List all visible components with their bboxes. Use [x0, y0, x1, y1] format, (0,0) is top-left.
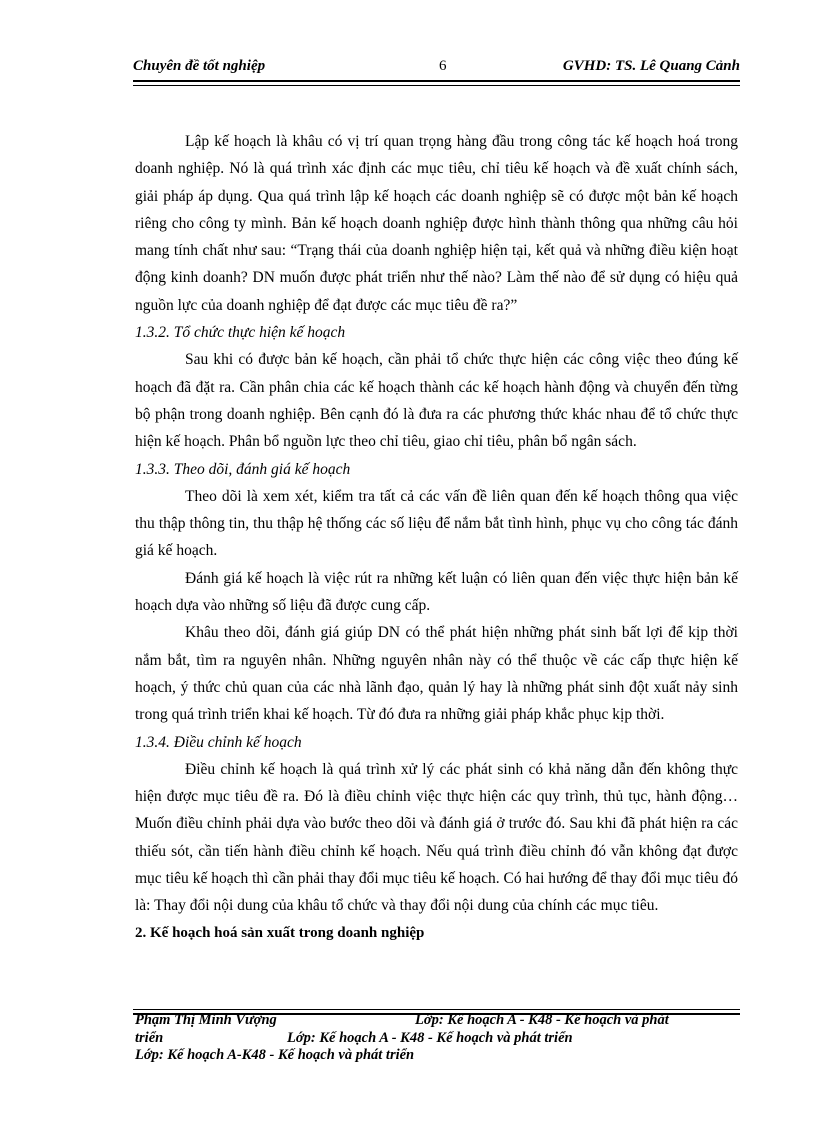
page-footer — [135, 1012, 738, 1065]
footer-class-1: Lớp: Kế hoạch A - K48 - Kế hoạch và phát — [415, 1012, 669, 1028]
paragraph-adjustment: Điều chỉnh kế hoạch là quá trình xử lý các phát sinh có khả năng dẫn đến không thực hiện được mục tiêu đề ra. Đó là điều chỉnh việc thực hiện các quy trình, thủ tục, hành động…Muốn điều chỉnh phải dựa vào bước theo dõi và đánh giá ở trước đó. Sau khi đã phát hiện ra các thiếu sót, cần tiến hành điều chỉnh kế hoạch. Nếu quá trình điều chỉnh đó vẫn không đạt được mục tiêu kế hoạch thì cần phải thay đổi mục tiêu kế hoạch. Có hai hướng để thay đổi mục tiêu đó là: Thay đổi nội dung của khâu tổ chức và thay đổi nội dung của chính các mục tiêu. — [135, 760, 738, 915]
paragraph-monitoring: Theo dõi là xem xét, kiểm tra tất cả các vấn đề liên quan đến kế hoạch thông qua việc thu thập thông tin, thu thập hệ thống các số liệu để nắm bắt tình hình, phục vụ cho công tác đánh giá kế hoạch. — [135, 487, 738, 560]
section-heading-1-3-2: 1.3.2. Tổ chức thực hiện kế hoạch — [135, 324, 346, 342]
header-title: Chuyên đề tốt nghiệp — [133, 58, 266, 74]
document-body — [135, 128, 738, 947]
paragraph-implementation: Sau khi có được bản kế hoạch, cần phải tổ chức thực hiện các công việc theo đúng kế hoạch đã đặt ra. Cần phân chia các kế hoạch thành các kế hoạch hành động và chuyển đến từng bộ phận trong doanh nghiệp. Bên cạnh đó là đưa ra các phương thức khác nhau để tổ chức thực hiện kế hoạch. Phân bổ nguồn lực theo chỉ tiêu, giao chỉ tiêu, phân bổ ngân sách. — [135, 351, 738, 451]
paragraph-evaluation: Đánh giá kế hoạch là việc rút ra những kết luận có liên quan đến việc thực hiện bản kế hoạch dựa vào những số liệu đã được cung cấp. — [135, 569, 738, 615]
header-rule — [133, 80, 740, 86]
header-supervisor: GVHD: TS. Lê Quang Cảnh — [562, 58, 740, 74]
section-heading-1-3-3: 1.3.3. Theo dõi, đánh giá kế hoạch — [135, 460, 351, 478]
paragraph-monitoring-benefits: Khâu theo dõi, đánh giá giúp DN có thể phát hiện những phát sinh bất lợi để kịp thời nắm bắt, tìm ra nguyên nhân. Những nguyên nhân này có thể thuộc về các cấp thực hiện kế hoạch, ý thức chủ quan của các nhà lãnh đạo, quản lý hay là những phát sinh đột xuất nảy sinh trong quá trình triển khai kế hoạch. Từ đó đưa ra những giải pháp khắc phục kịp thời. — [135, 624, 738, 724]
footer-author: Phạm Thị Minh Vượng — [135, 1012, 277, 1028]
footer-class-3: Lớp: Kế hoạch A-K48 - Kế hoạch và phát triển — [135, 1047, 415, 1063]
paragraph-planning: Lập kế hoạch là khâu có vị trí quan trọng hàng đầu trong công tác kế hoạch hoá trong doanh nghiệp. Nó là quá trình xác định các mục tiêu, chỉ tiêu kế hoạch và đề xuất chính sách, giải pháp áp dụng. Qua quá trình lập kế hoạch các doanh nghiệp sẽ có được một bản kế hoạch riêng cho công ty mình. Bản kế hoạch doanh nghiệp được hình thành thông qua những câu hỏi mang tính chất như sau: “Trạng thái của doanh nghiệp hiện tại, kết quả và những điều kiện hoạt động kinh doanh? DN muốn được phát triển như thế nào? Làm thế nào để sử dụng có hiệu quả nguồn lực của doanh nghiệp để đạt được các mục tiêu đề ra?” — [135, 133, 738, 314]
section-heading-1-3-4: 1.3.4. Điều chỉnh kế hoạch — [135, 733, 302, 751]
page-number: 6 — [439, 58, 447, 74]
footer-wrap-text: triển — [135, 1029, 164, 1046]
section-heading-2: 2. Kế hoạch hoá sản xuất trong doanh nghiệp — [135, 924, 425, 941]
footer-class-2: Lớp: Kế hoạch A - K48 - Kế hoạch và phát triển — [287, 1029, 573, 1046]
page-header — [133, 58, 740, 80]
